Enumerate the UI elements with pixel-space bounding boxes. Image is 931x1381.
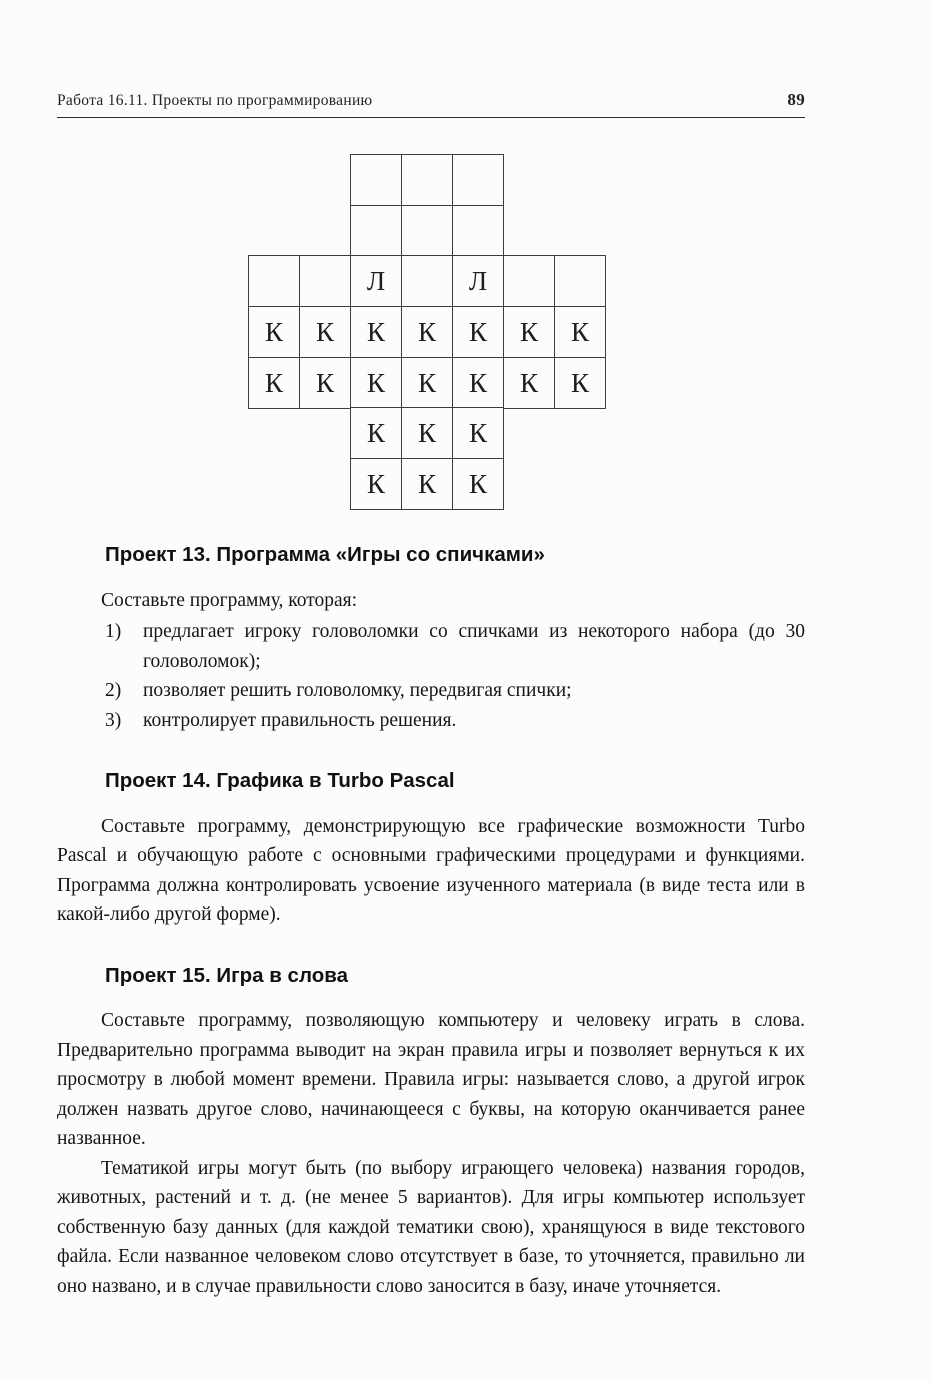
project15-heading: Проект 15. Игра в слова: [105, 963, 348, 987]
grid-cell-empty: [503, 255, 555, 307]
project13-list: [57, 617, 805, 735]
grid-row: [350, 407, 612, 458]
running-head: [57, 90, 805, 110]
page-content: [57, 90, 805, 1301]
grid-cell-letter: К: [350, 357, 402, 409]
grid-cell-letter: К: [452, 458, 504, 510]
grid-bottom-block: [350, 407, 612, 509]
list-item-number: 3): [105, 709, 122, 731]
grid-cell-letter: К: [248, 357, 300, 409]
project15-paragraph-1: Составьте программу, позволяющую компьютеру и человеку играть в слова. Предварительно программа выводит на экран правила игры и позволяет вернуться к их просмотру в любой момент времени. Правила игры: называется слово, а другой игрок должен назвать другое слово, начинающееся с буквы, на которую оканчивается ранее названное.: [57, 1010, 805, 1150]
page-number: 89: [787, 90, 805, 109]
project13-heading: Проект 13. Программа «Игры со спичками»: [105, 543, 545, 566]
grid-cell-empty: [350, 205, 402, 257]
list-item: [57, 676, 805, 706]
grid-cell-empty: [452, 205, 504, 257]
grid-row: [248, 255, 612, 306]
list-item-text: контролирует правильность решения.: [143, 709, 457, 731]
grid-cell-letter: К: [401, 458, 453, 510]
grid-cell-letter: К: [350, 458, 402, 510]
grid-cell-empty: [401, 255, 453, 307]
list-item: [57, 617, 805, 676]
grid-cell-empty: [401, 205, 453, 257]
grid-row: [350, 205, 612, 256]
grid-cell-empty: [452, 154, 504, 206]
grid-cell-letter: К: [452, 357, 504, 409]
grid-row: [248, 357, 612, 408]
grid-cell-letter: К: [452, 306, 504, 358]
grid-cell-letter: К: [350, 306, 402, 358]
grid-cell-letter: К: [503, 357, 555, 409]
list-item: [57, 706, 805, 736]
letter-grid-figure: [248, 154, 612, 509]
grid-row: [350, 154, 612, 205]
grid-cell-letter: К: [452, 407, 504, 459]
header-rule: [57, 117, 805, 118]
grid-cell-empty: [554, 255, 606, 307]
grid-cell-letter: К: [401, 306, 453, 358]
project13-intro: Составьте программу, которая:: [101, 589, 358, 611]
grid-cell-letter: Л: [350, 255, 402, 307]
grid-cell-letter: К: [299, 357, 351, 409]
grid-cell-letter: Л: [452, 255, 504, 307]
grid-cell-empty: [299, 255, 351, 307]
project15-paragraph-2: Тематикой игры могут быть (по выбору играющего человека) названия городов, животных, растений и т. д. (не менее 5 вариантов). Для игры компьютер использует собственную базу данных (для каждой тематики свою), хранящуюся в виде текстового файла. Если названное человеком слово отсутствует в базе, то уточняется, правильно ли оно названо, и в случае правильности слово заносится в базу, иначе уточняется.: [57, 1157, 805, 1297]
grid-cell-letter: К: [554, 306, 606, 358]
grid-cell-letter: К: [554, 357, 606, 409]
grid-cell-letter: К: [350, 407, 402, 459]
project14-body: Составьте программу, демонстрирующую все графические возможности Turbo Pascal и обучающую работе с основными графическими процедурами и функциями. Программа должна контролировать усвоение изученного материала (в виде теста или в какой-либо другой форме).: [57, 815, 805, 926]
grid-middle-block: [248, 255, 612, 408]
list-item-text: позволяет решить головоломку, передвигая спички;: [143, 680, 572, 702]
grid-cell-letter: К: [401, 407, 453, 459]
grid-cell-letter: К: [401, 357, 453, 409]
running-title: Работа 16.11. Проекты по программированию: [57, 92, 373, 109]
grid-cell-letter: К: [503, 306, 555, 358]
grid-row: [350, 458, 612, 509]
grid-cell-empty: [401, 154, 453, 206]
list-item-number: 2): [105, 680, 122, 702]
project14-heading: Проект 14. Графика в Turbo Pascal: [105, 769, 455, 793]
grid-top-block: [350, 154, 612, 256]
list-item-text: предлагает игроку головоломки со спичками из некоторого набора (до 30 головоломок);: [143, 621, 805, 672]
grid-cell-empty: [350, 154, 402, 206]
list-item-number: 1): [105, 621, 122, 643]
grid-cell-letter: К: [299, 306, 351, 358]
grid-cell-empty: [248, 255, 300, 307]
grid-cell-letter: К: [248, 306, 300, 358]
grid-row: [248, 306, 612, 357]
